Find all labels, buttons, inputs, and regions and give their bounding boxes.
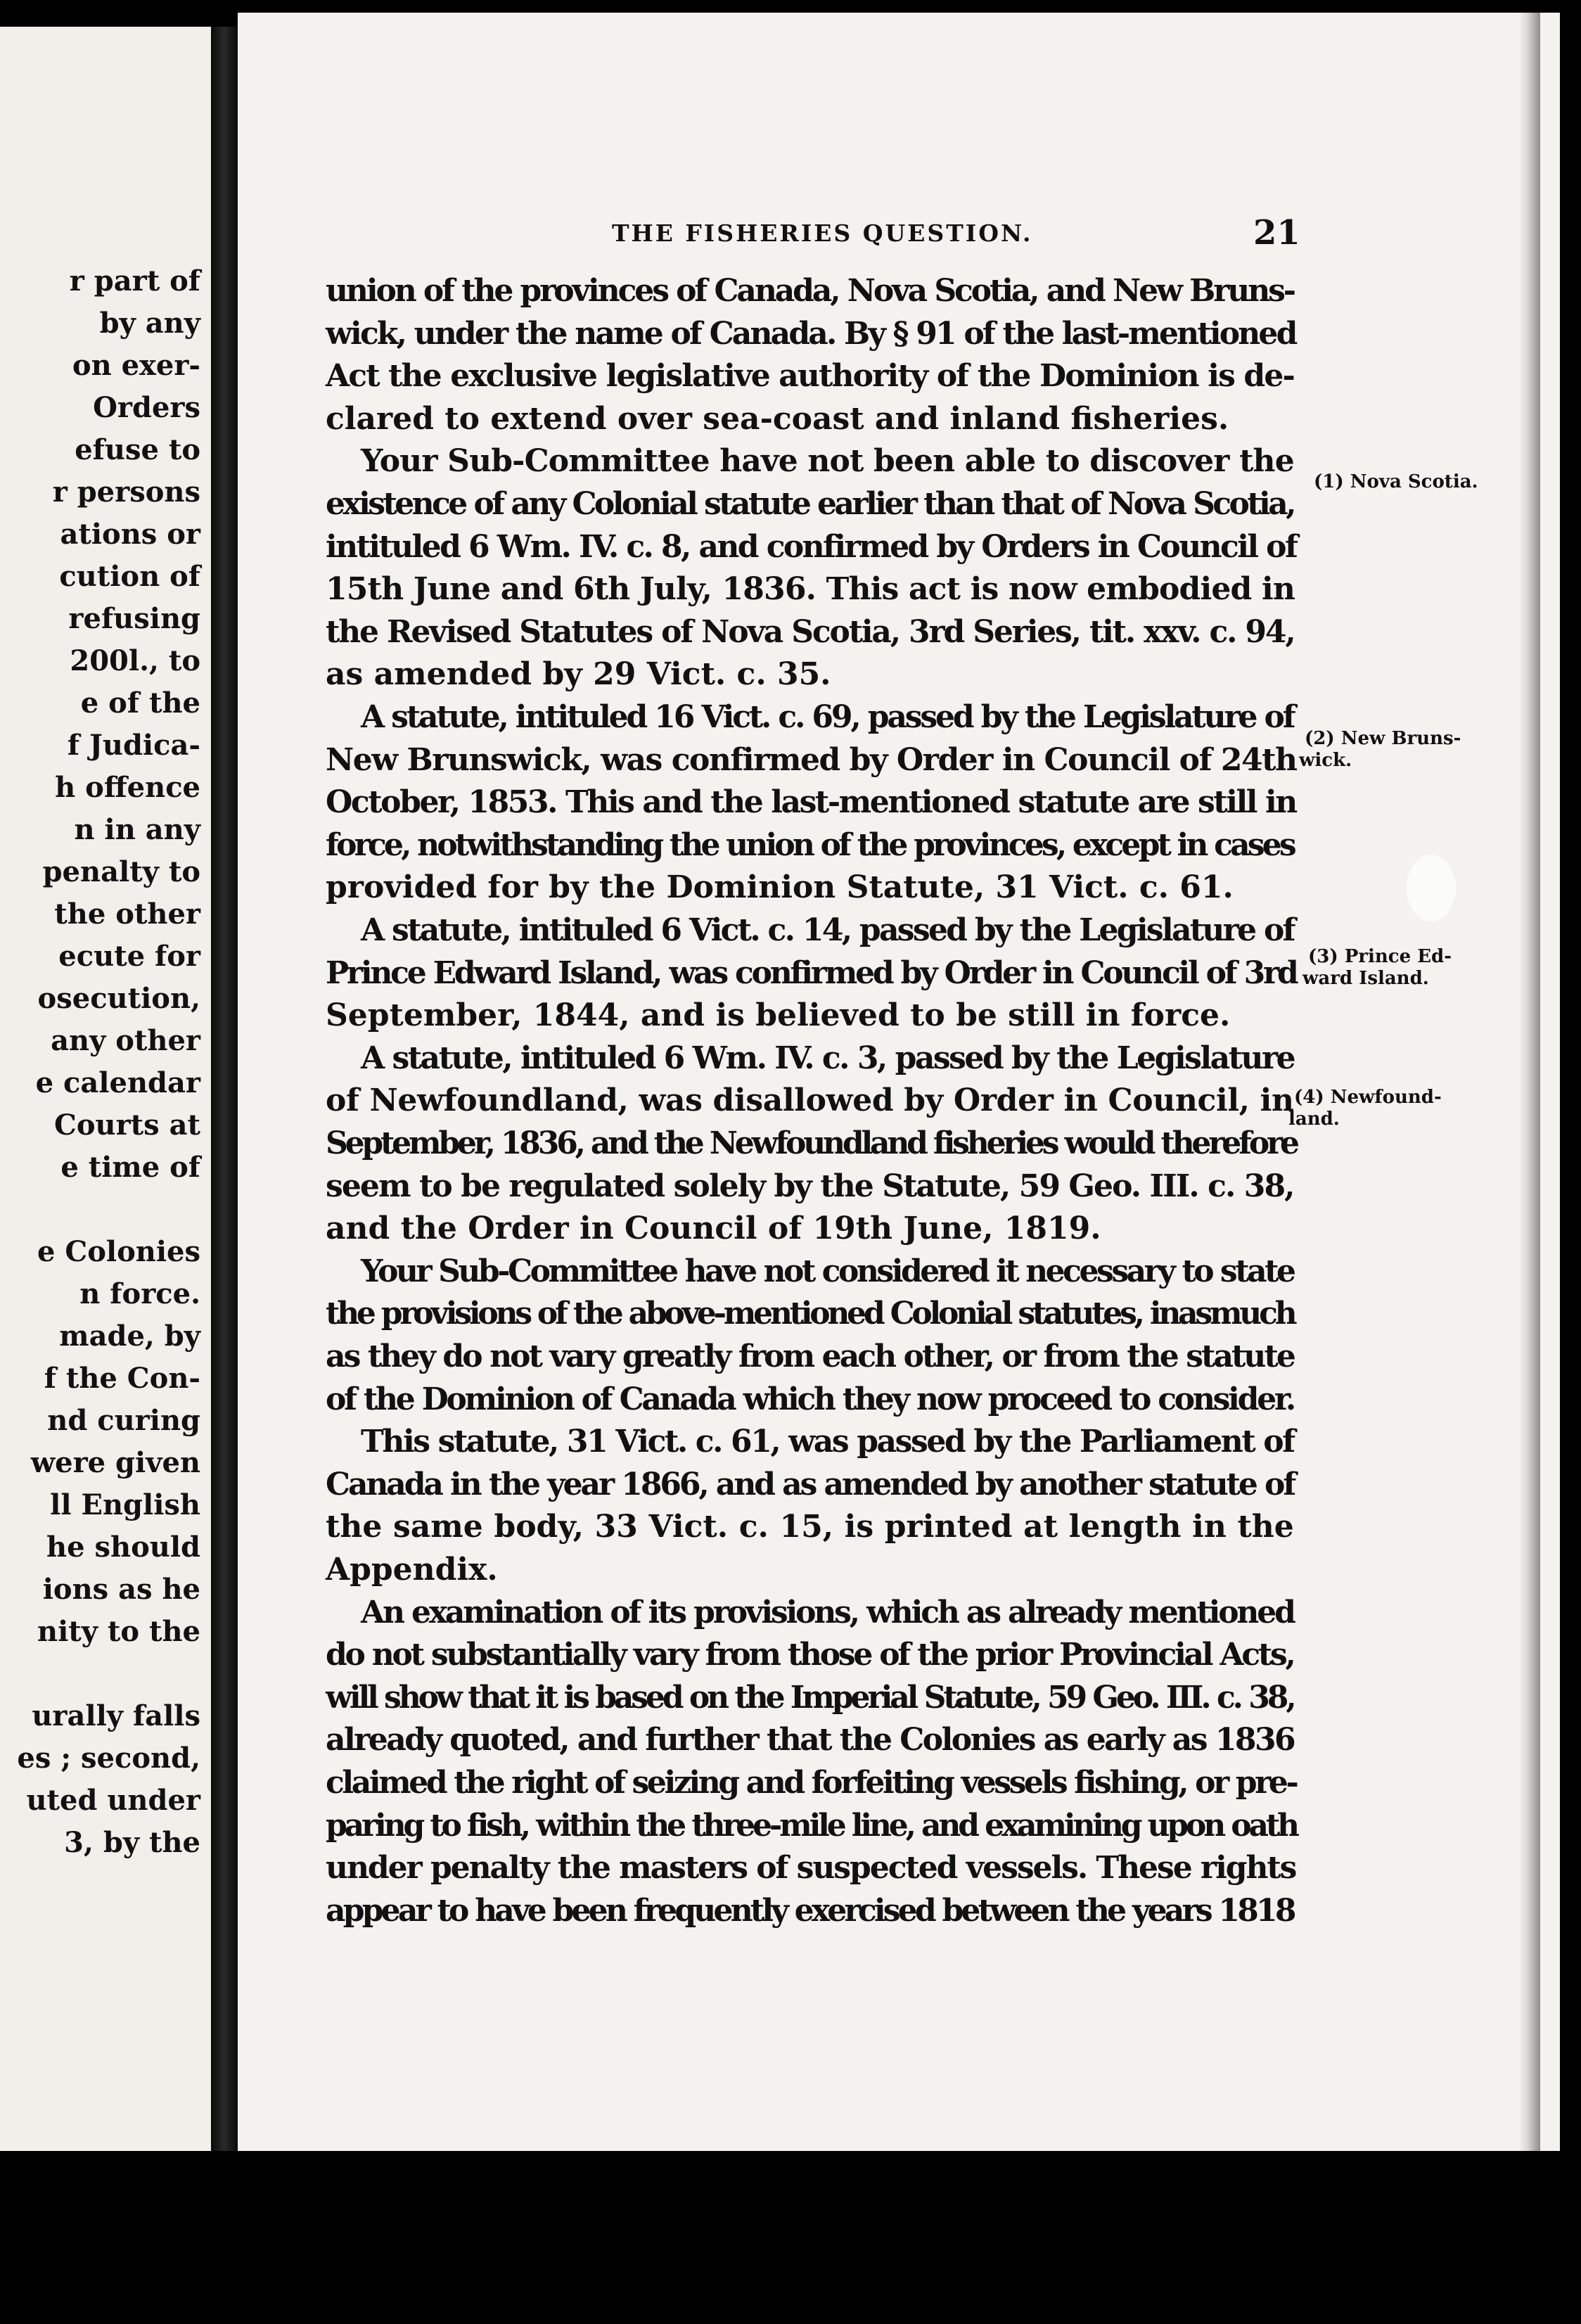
margin-note-line: land. xyxy=(1288,1109,1340,1130)
text-line: the provisions of the above-mentioned Colonial statutes, inasmuch xyxy=(326,1296,1295,1332)
margin-note-line: (2) New Bruns- xyxy=(1305,728,1461,749)
facing-page-line: h offence xyxy=(55,771,200,804)
facing-page-line: 200l., to xyxy=(70,644,200,677)
facing-page-line: the other xyxy=(54,898,200,931)
facing-page-line: made, by xyxy=(59,1320,200,1353)
text-line: Appendix. xyxy=(326,1552,498,1588)
text-line: A statute, intituled 6 Wm. IV. c. 3, passed by the Legislature xyxy=(361,1040,1295,1076)
facing-page-line: r persons xyxy=(52,475,200,509)
book-gutter xyxy=(211,27,238,2151)
margin-note xyxy=(1314,471,1478,493)
margin-note xyxy=(1302,946,1452,990)
facing-page-line: e Colonies xyxy=(37,1235,200,1268)
text-line: will show that it is based on the Imperial Statute, 59 Geo. III. c. 38, xyxy=(326,1679,1294,1716)
margin-note xyxy=(1288,1087,1442,1130)
text-line: the same body, 33 Vict. c. 15, is printed at length in the xyxy=(326,1509,1294,1545)
facing-page-line: on exer- xyxy=(72,349,200,382)
text-line: clared to extend over sea-coast and inland fisheries. xyxy=(326,400,1229,437)
text-line: A statute, intituled 16 Vict. c. 69, passed by the Legislature of xyxy=(361,699,1294,735)
text-line: provided for by the Dominion Statute, 31 Vict. c. 61. xyxy=(326,869,1234,906)
text-line: Your Sub-Committee have not been able to discover the xyxy=(361,443,1294,480)
margin-note-line: wick. xyxy=(1299,750,1352,772)
margin-note-line: (4) Newfound- xyxy=(1294,1087,1442,1108)
facing-page-fragment xyxy=(0,27,211,2151)
facing-page-line: any other xyxy=(51,1024,200,1057)
text-line: do not substantially vary from those of the prior Provincial Acts, xyxy=(326,1637,1294,1673)
text-line: Prince Edward Island, was confirmed by Order in Council of 3rd xyxy=(326,954,1297,991)
text-line: October, 1853. This and the last-mentioned statute are still in xyxy=(326,784,1296,821)
text-line: seem to be regulated solely by the Statute, 59 Geo. III. c. 38, xyxy=(326,1168,1294,1204)
facing-page-line: e of the xyxy=(80,687,200,720)
text-line: of Newfoundland, was disallowed by Order in Council, in xyxy=(326,1083,1294,1119)
margin-note xyxy=(1299,728,1461,772)
text-line: force, notwithstanding the union of the provinces, except in cases xyxy=(326,826,1294,863)
facing-page-line: 3, by the xyxy=(64,1826,200,1859)
text-line: September, 1836, and the Newfoundland fisheries would therefore xyxy=(326,1125,1297,1161)
text-line: existence of any Colonial statute earlier than that of Nova Scotia, xyxy=(326,486,1294,522)
text-line: An examination of its provisions, which as already mentioned xyxy=(361,1594,1294,1630)
margin-note-line: ward Island. xyxy=(1302,968,1429,990)
text-line: the Revised Statutes of Nova Scotia, 3rd Series, tit. xxv. c. 94, xyxy=(326,613,1295,650)
page-edge-shadow xyxy=(1519,13,1540,2151)
margin-note-line: (3) Prince Ed- xyxy=(1308,946,1452,967)
facing-page-line: ations or xyxy=(60,518,200,551)
margin-note-line: (1) Nova Scotia. xyxy=(1314,471,1478,492)
facing-page-line: refusing xyxy=(68,602,200,635)
text-line: Act the exclusive legislative authority of the Dominion is de- xyxy=(326,358,1294,395)
facing-page-line: Orders xyxy=(93,391,200,424)
text-line: and the Order in Council of 19th June, 1819. xyxy=(326,1211,1101,1247)
text-line: Canada in the year 1866, and as amended by another statute of xyxy=(326,1466,1295,1502)
running-title: THE FISHERIES QUESTION. xyxy=(612,219,1033,247)
text-line: A statute, intituled 6 Vict. c. 14, passed by the Legislature of xyxy=(361,912,1294,948)
facing-page-line: uted under xyxy=(26,1784,200,1817)
facing-page-line: cution of xyxy=(59,560,200,593)
text-line: already quoted, and further that the Colonies as early as 1836 xyxy=(326,1722,1295,1758)
facing-page-line: penalty to xyxy=(42,855,200,888)
text-line: as amended by 29 Vict. c. 35. xyxy=(326,656,831,693)
facing-page-line: e calendar xyxy=(35,1066,200,1099)
text-line: New Brunswick, was confirmed by Order in Council of 24th xyxy=(326,741,1297,778)
text-line: under penalty the masters of suspected vessels. These rights xyxy=(326,1850,1296,1886)
text-line: union of the provinces of Canada, Nova Scotia, and New Bruns- xyxy=(326,273,1294,309)
facing-page-line: es ; second, xyxy=(17,1742,200,1775)
facing-page-line: ll English xyxy=(50,1488,200,1521)
facing-page-line: f Judica- xyxy=(67,729,200,762)
facing-page-line: f the Con- xyxy=(44,1362,200,1395)
text-line: 15th June and 6th July, 1836. This act is now embodied in xyxy=(326,571,1295,608)
facing-page-line: he should xyxy=(46,1531,200,1564)
text-line: This statute, 31 Vict. c. 61, was passed by the Parliament of xyxy=(361,1424,1294,1460)
text-line: claimed the right of seizing and forfeiting vessels fishing, or pre- xyxy=(326,1765,1297,1801)
text-line: paring to fish, within the three-mile line, and examining upon oath xyxy=(326,1807,1297,1844)
facing-page-line: ecute for xyxy=(58,940,200,973)
facing-page-line: were given xyxy=(30,1446,200,1479)
page-number: 21 xyxy=(1253,213,1300,253)
facing-page-line: nity to the xyxy=(37,1615,200,1648)
facing-page-line: r part of xyxy=(69,264,200,298)
facing-page-line: n in any xyxy=(74,813,200,846)
paper-blemish xyxy=(1407,855,1456,921)
text-line: of the Dominion of Canada which they now proceed to consider. xyxy=(326,1381,1294,1417)
facing-page-line: nd curing xyxy=(47,1404,200,1437)
facing-page-line: Courts at xyxy=(54,1109,200,1142)
facing-page-line: urally falls xyxy=(32,1699,200,1732)
text-line: intituled 6 Wm. IV. c. 8, and confirmed by Orders in Council of xyxy=(326,528,1297,565)
facing-page-line: by any xyxy=(99,307,200,340)
facing-page-line: ions as he xyxy=(42,1573,200,1606)
text-line: as they do not vary greatly from each other, or from the statute xyxy=(326,1339,1294,1374)
text-line: appear to have been frequently exercised between the years 1818 xyxy=(326,1892,1294,1929)
facing-page-line: n force. xyxy=(79,1277,200,1310)
text-line: Your Sub-Committee have not considered it necessary to state xyxy=(361,1253,1294,1289)
facing-page-line: efuse to xyxy=(75,433,200,466)
text-line: wick, under the name of Canada. By § 91 of the last-mentioned xyxy=(326,315,1296,352)
text-line: September, 1844, and is believed to be still in force. xyxy=(326,997,1231,1034)
facing-page-line: e time of xyxy=(60,1151,200,1184)
facing-page-line: osecution, xyxy=(37,982,200,1015)
